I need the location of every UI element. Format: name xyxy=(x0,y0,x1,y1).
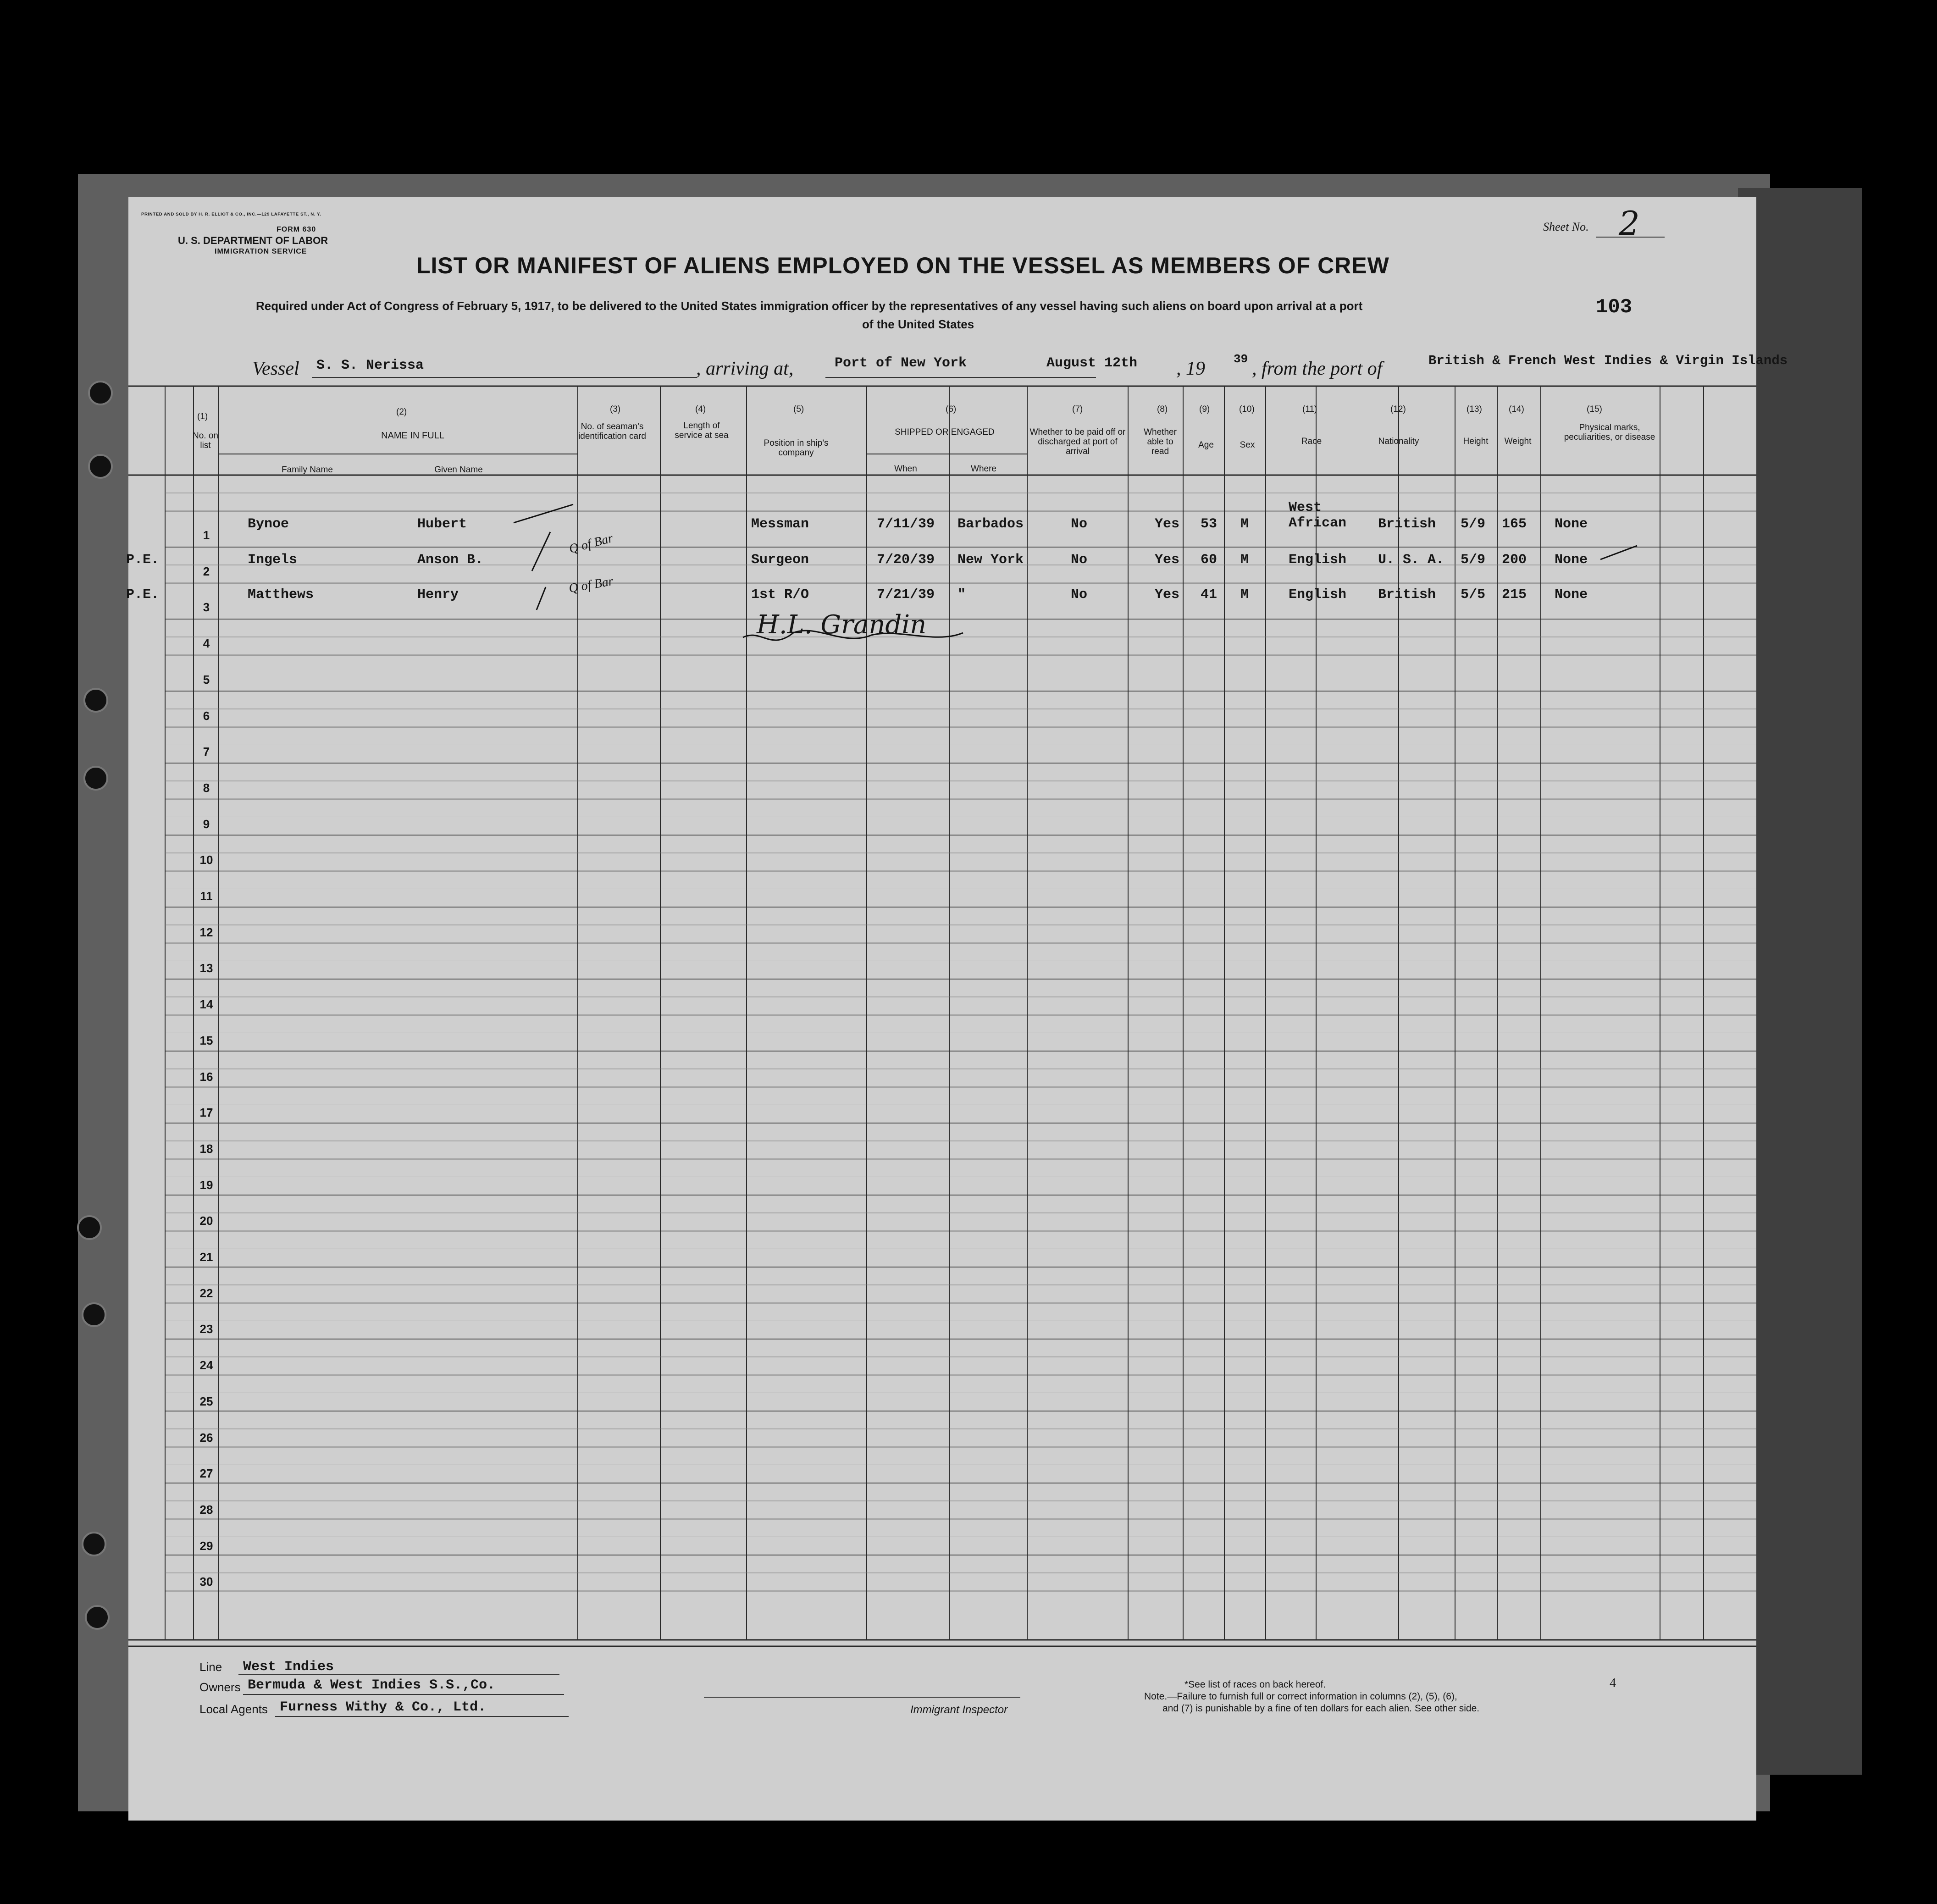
local-agents-label: Local Agents xyxy=(199,1702,268,1716)
crew-row-nationality: British xyxy=(1378,587,1436,603)
race-note: *See list of races on back hereof. xyxy=(1184,1679,1326,1690)
crew-row-sex: M xyxy=(1240,516,1249,532)
arrival-year: 39 xyxy=(1234,352,1248,366)
col-7-number: (7) xyxy=(1072,404,1083,414)
row-number: 10 xyxy=(199,853,213,867)
crew-row-family-name: Matthews xyxy=(248,587,314,603)
col-6-when-header: When xyxy=(894,464,917,474)
crew-row-physical-marks: None xyxy=(1555,552,1588,568)
binder-hole xyxy=(88,381,113,405)
handwritten-annotation: Q of Bar xyxy=(567,574,614,596)
crew-row-able-to-read: Yes xyxy=(1155,587,1180,603)
crew-row-given-name: Anson B. xyxy=(417,552,484,568)
from-port-label: , from the port of xyxy=(1252,358,1383,379)
col-3-number: (3) xyxy=(610,404,621,414)
arrival-date: August 12th xyxy=(1046,355,1138,371)
from-port: British & French West Indies & Virgin Islands xyxy=(1428,353,1788,368)
col-8-header: Whether able to read xyxy=(1144,427,1177,456)
crew-row-given-name: Hubert xyxy=(417,516,467,532)
row-number: 17 xyxy=(199,1106,213,1120)
signature: H.L. Grandin xyxy=(757,610,927,640)
crew-row-weight: 215 xyxy=(1502,587,1527,603)
crew-row-height: 5/9 xyxy=(1461,516,1486,532)
col-9-number: (9) xyxy=(1199,404,1210,414)
row-number: 5 xyxy=(203,672,210,686)
sheet-number-rule xyxy=(1596,237,1665,238)
binder-hole xyxy=(82,1532,106,1556)
owners-rule xyxy=(243,1694,564,1695)
col-5-number: (5) xyxy=(793,404,804,414)
sheet-number-label: Sheet No. xyxy=(1543,220,1589,233)
crew-row-sex: M xyxy=(1240,587,1249,603)
crew-row-shipped-where: Barbados xyxy=(957,516,1024,532)
crew-row-shipped-when: 7/20/39 xyxy=(877,552,935,568)
col-2-number: (2) xyxy=(396,407,407,417)
crew-row-paid-off: No xyxy=(1071,587,1088,603)
penalty-note: Note.—Failure to furnish full or correct information in columns (2), (5), (6), xyxy=(1144,1691,1457,1702)
form-title: LIST OR MANIFEST OF ALIENS EMPLOYED ON THE VESSEL AS MEMBERS OF CREW xyxy=(416,253,1389,278)
stamp-number: 103 xyxy=(1596,296,1633,319)
col-15-header: Physical marks, peculiarities, or disease xyxy=(1564,423,1655,442)
form-subtitle: Required under Act of Congress of February 5, 1917, to be delivered to the United States immigration officer by the representatives of any vessel having such aliens on board upon arrival at a port xyxy=(256,299,1363,313)
port-rule xyxy=(825,377,1096,378)
col-10-number: (10) xyxy=(1239,404,1255,414)
crew-row-race: English xyxy=(1289,587,1347,603)
row-number: 12 xyxy=(199,925,213,939)
binder-hole xyxy=(88,454,113,479)
handwritten-annotation: Q of Bar xyxy=(567,531,615,557)
col-6-number: (6) xyxy=(946,404,957,414)
col-2-family-header: Family Name xyxy=(282,465,333,475)
backing-board-right xyxy=(1738,188,1862,1775)
crew-row-age: 41 xyxy=(1201,587,1218,603)
row-number: 9 xyxy=(203,817,210,831)
year-label: , 19 xyxy=(1176,358,1205,379)
row-number: 28 xyxy=(199,1502,213,1517)
crew-row-weight: 165 xyxy=(1502,516,1527,532)
crew-row-physical-marks: None xyxy=(1555,587,1588,603)
vessel-rule xyxy=(312,377,697,378)
line-value: West Indies xyxy=(243,1659,334,1675)
binder-hole xyxy=(83,766,108,791)
sheet-number: 2 xyxy=(1619,204,1640,243)
agents-rule xyxy=(275,1716,569,1717)
row-number: 7 xyxy=(203,745,210,759)
arrival-port: Port of New York xyxy=(835,355,967,371)
row-number: 6 xyxy=(203,708,210,723)
inspector-signature-rule xyxy=(704,1697,1020,1698)
row-number: 11 xyxy=(200,889,213,903)
crew-row-row-mark: P.E. xyxy=(126,552,160,568)
col-12-header: Nationality xyxy=(1378,437,1419,446)
col-1-number: (1) xyxy=(197,412,208,421)
col-3-header: No. of seaman's identification card xyxy=(578,422,646,441)
row-number: 26 xyxy=(199,1430,213,1445)
col-14-header: Weight xyxy=(1504,437,1532,446)
row-number: 25 xyxy=(199,1394,213,1408)
crew-row-family-name: Bynoe xyxy=(248,516,289,532)
col-5-header: Position in ship's company xyxy=(764,438,829,458)
crew-row-shipped-when: 7/11/39 xyxy=(877,516,935,532)
row-number: 4 xyxy=(203,637,210,651)
owners-value: Bermuda & West Indies S.S.,Co. xyxy=(248,1677,496,1693)
crew-row-race: English xyxy=(1289,552,1347,568)
form-subtitle-2: of the United States xyxy=(862,317,974,331)
owners-label: Owners xyxy=(199,1680,241,1694)
crew-row-nationality: U. S. A. xyxy=(1378,552,1444,568)
binder-hole xyxy=(77,1215,102,1240)
crew-row-paid-off: No xyxy=(1071,552,1088,568)
row-number: 8 xyxy=(203,780,210,795)
crew-row-shipped-when: 7/21/39 xyxy=(877,587,935,603)
col-12-number: (12) xyxy=(1390,404,1406,414)
crew-row-given-name: Henry xyxy=(417,587,459,603)
row-number: 22 xyxy=(199,1286,213,1300)
col-8-number: (8) xyxy=(1157,404,1168,414)
line-rule xyxy=(238,1674,559,1675)
col-11-header: Race xyxy=(1301,437,1322,446)
row-number: 21 xyxy=(199,1250,213,1264)
row-number: 3 xyxy=(203,600,210,614)
inspector-label: Immigrant Inspector xyxy=(910,1704,1008,1716)
row-number: 2 xyxy=(203,564,210,578)
col-9-header: Age xyxy=(1198,440,1214,450)
vessel-label: Vessel xyxy=(252,358,299,379)
crew-row-able-to-read: Yes xyxy=(1155,516,1180,532)
row-number: 18 xyxy=(199,1141,213,1156)
crew-row-height: 5/5 xyxy=(1461,587,1486,603)
vessel-name: S. S. Nerissa xyxy=(316,358,424,373)
col-1-header: No. on list xyxy=(193,431,218,450)
row-number: 24 xyxy=(199,1358,213,1373)
binder-hole xyxy=(83,688,108,713)
row-number: 16 xyxy=(199,1069,213,1084)
col-15-number: (15) xyxy=(1587,404,1602,414)
row-number: 23 xyxy=(199,1322,213,1336)
crew-row-row-mark: P.E. xyxy=(126,587,160,603)
binder-hole xyxy=(85,1605,110,1630)
service-name: IMMIGRATION SERVICE xyxy=(215,248,307,255)
crew-row-position: 1st R/O xyxy=(751,587,809,603)
col-2-given-header: Given Name xyxy=(434,465,483,475)
col-6-header: SHIPPED OR ENGAGED xyxy=(895,427,995,437)
row-number: 29 xyxy=(199,1539,213,1553)
crew-row-able-to-read: Yes xyxy=(1155,552,1180,568)
row-number: 13 xyxy=(199,961,213,975)
crew-row-family-name: Ingels xyxy=(248,552,298,568)
crew-row-shipped-where: " xyxy=(957,587,966,603)
row-number: 15 xyxy=(199,1033,213,1047)
row-number: 14 xyxy=(199,997,213,1012)
crew-row-position: Messman xyxy=(751,516,809,532)
crew-row-age: 60 xyxy=(1201,552,1218,568)
crew-row-weight: 200 xyxy=(1502,552,1527,568)
crew-row-nationality: British xyxy=(1378,516,1436,532)
row-number: 19 xyxy=(199,1178,213,1192)
col-6-where-header: Where xyxy=(971,464,996,474)
crew-row-paid-off: No xyxy=(1071,516,1088,532)
row-number: 20 xyxy=(199,1214,213,1228)
row-number: 1 xyxy=(203,528,210,542)
arriving-label: , arriving at, xyxy=(696,358,794,379)
crew-row-shipped-where: New York xyxy=(957,552,1024,568)
manifest-sheet xyxy=(126,197,1788,1821)
col-10-header: Sex xyxy=(1240,440,1255,450)
printer-line: PRINTED AND SOLD BY H. R. ELLIOT & CO., INC.—129 LAFAYETTE ST., N. Y. xyxy=(141,212,321,217)
row-number: 27 xyxy=(199,1467,213,1481)
row-number: 30 xyxy=(199,1575,213,1589)
line-label: Line xyxy=(199,1660,222,1674)
crew-row-height: 5/9 xyxy=(1461,552,1486,568)
col-4-header: Length of service at sea xyxy=(675,421,729,440)
col-11-number: (11) xyxy=(1302,404,1317,414)
crew-row-sex: M xyxy=(1240,552,1249,568)
binder-hole xyxy=(82,1302,106,1327)
local-agents-value: Furness Withy & Co., Ltd. xyxy=(280,1699,487,1715)
col-13-number: (13) xyxy=(1467,404,1482,414)
crew-row-age: 53 xyxy=(1201,516,1218,532)
department-name: U. S. DEPARTMENT OF LABOR xyxy=(178,235,328,246)
crew-row-position: Surgeon xyxy=(751,552,809,568)
col-14-number: (14) xyxy=(1509,404,1524,414)
col-4-number: (4) xyxy=(695,404,706,414)
crew-row-physical-marks: None xyxy=(1555,516,1588,532)
col-13-header: Height xyxy=(1463,437,1489,446)
penalty-note-2: and (7) is punishable by a fine of ten dollars for each alien. See other side. xyxy=(1162,1703,1480,1714)
form-number: FORM 630 xyxy=(277,226,316,233)
col-2-header: NAME IN FULL xyxy=(381,431,444,441)
col-7-header: Whether to be paid off or discharged at port of arrival xyxy=(1029,427,1126,456)
crew-row-race: West African xyxy=(1289,500,1347,531)
page-mark: 4 xyxy=(1610,1676,1616,1690)
